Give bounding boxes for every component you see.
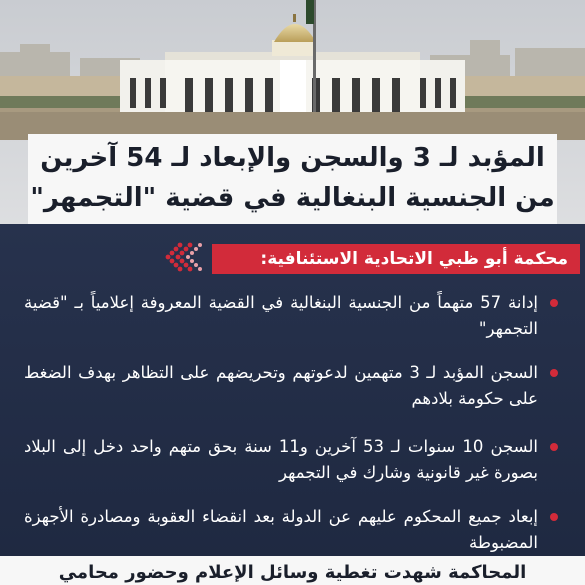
headline-card	[28, 134, 557, 224]
list-item	[24, 360, 552, 412]
headline-line-2: من الجنسية البنغالية في قضية "التجمهر"	[30, 183, 555, 213]
list-item-text: السجن 10 سنوات لـ 53 آخرين و11 سنة بحق متهم واحد دخل إلى البلاد بصورة غير قانونية وشارك في التجمهر	[24, 437, 538, 482]
bullet-dot-icon	[550, 513, 558, 521]
bullet-dot-icon	[550, 443, 558, 451]
list-item	[24, 434, 552, 486]
bullet-dot-icon	[550, 299, 558, 307]
headline-line-1: المؤبد لـ 3 والسجن والإبعاد لـ 54 آخرين	[40, 143, 545, 173]
chevron-left-icon	[160, 240, 216, 274]
list-item-text: إبعاد جميع المحكوم عليهم عن الدولة بعد انقضاء العقوبة ومصادرة الأجهزة المضبوطة	[24, 507, 538, 552]
list-item	[24, 504, 552, 556]
footer-note: المحاكمة شهدت تغطية وسائل الإعلام وحضور محامي	[0, 556, 585, 585]
verdict-list	[24, 290, 552, 574]
court-label: محكمة أبو ظبي الاتحادية الاستئنافية:	[212, 244, 580, 274]
bullet-dot-icon	[550, 369, 558, 377]
list-item	[24, 290, 552, 342]
list-item-text: السجن المؤبد لـ 3 متهمين لدعوتهم وتحريضهم على التظاهر بهدف الضغط على حكومة بلادهم	[24, 363, 538, 408]
list-item-text: إدانة 57 متهماً من الجنسية البنغالية في القضية المعروفة إعلامياً بـ "قضية التجمهر"	[24, 293, 539, 338]
